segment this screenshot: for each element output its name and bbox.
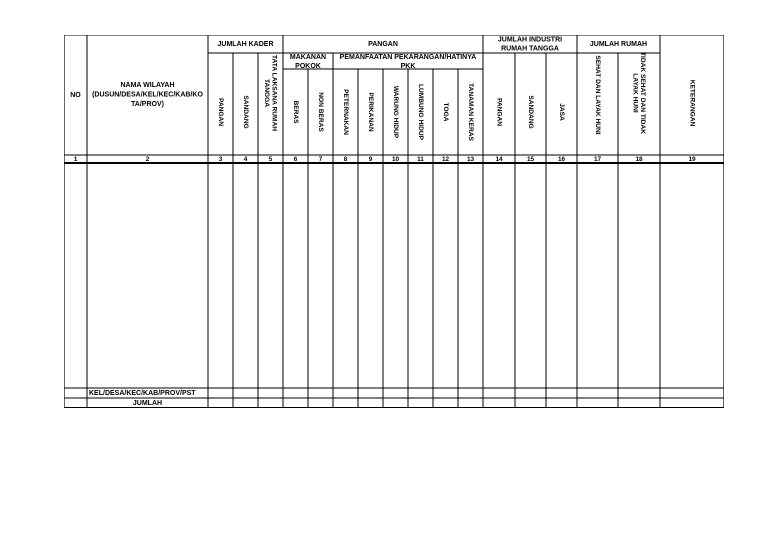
column-number: 11 [417, 156, 424, 164]
nama-wilayah-header: TA/PROV) [131, 100, 164, 108]
pemanfaatan-col-header: PETERNAKAN [341, 89, 349, 135]
form-table [64, 35, 724, 408]
pangan-header: PANGAN [368, 40, 398, 48]
column-number: 12 [441, 156, 450, 164]
pemanfaatan-col-header: TOGA [441, 102, 449, 122]
column-number: 3 [218, 156, 223, 164]
column-number: 6 [293, 156, 298, 164]
makanan-pokok-header: POKOK [295, 62, 321, 70]
column-number: 19 [688, 156, 696, 164]
column-number: 8 [343, 156, 348, 164]
column-number: 13 [466, 156, 475, 164]
column-number: 14 [495, 156, 503, 164]
beras-header: BERAS [291, 100, 299, 124]
column-number: 1 [73, 156, 78, 164]
footer-wilayah-label: KEL/DESA/KEC/KAB/PROV/PST [89, 389, 196, 397]
kader-tata-laksana-header: TATA LAKSANA RUMAH [270, 54, 278, 132]
column-number: 4 [243, 156, 248, 164]
jumlah-kader-header: JUMLAH KADER [217, 40, 274, 48]
footer-jumlah-label: JUMLAH [132, 399, 163, 407]
column-number: 9 [368, 156, 373, 164]
pemanfaatan-header: PKK [400, 62, 416, 70]
column-number: 17 [593, 156, 602, 164]
column-number: 15 [526, 156, 535, 164]
column-number: 16 [557, 156, 566, 164]
non-beras-header: NON BERAS [316, 92, 324, 132]
keterangan-header: KETERANGAN [688, 79, 696, 127]
industri-col-header: SANDANG [526, 95, 534, 129]
column-number: 18 [635, 156, 643, 164]
column-number: 5 [268, 156, 273, 164]
no-header: NO [70, 91, 81, 99]
nama-wilayah-header: NAMA WILAYAH [120, 81, 175, 89]
pemanfaatan-col-header: LUMBUNG HIDUP [416, 83, 424, 141]
sehat-layak-huni-header: SEHAT DAN LAYAK HUNI [593, 55, 601, 135]
pemanfaatan-col-header: PERIKANAN [366, 92, 374, 132]
jumlah-rumah-header: JUMLAH RUMAH [589, 40, 648, 48]
tidak-sehat-header: TIDAK SEHAT DAN TIDAK [639, 52, 646, 134]
pemanfaatan-col-header: WARUNG HIDUP [391, 85, 399, 139]
industri-header: RUMAH TANGGA [501, 45, 559, 53]
kader-pangan-header: PANGAN [216, 97, 224, 127]
pemanfaatan-header: PEMANFAATAN PEKARANGAN/HATINYA [339, 53, 477, 61]
nama-wilayah-header: (DUSUN/DESA/KEL/KEC/KAB/KO [92, 91, 203, 99]
industri-header: JUMLAH INDUSTRI [497, 36, 563, 44]
industri-col-header: PANGAN [495, 97, 503, 127]
column-number: 7 [318, 156, 323, 164]
tidak-sehat-header: LAYAK HUNI [631, 73, 639, 113]
makanan-pokok-header: MAKANAN [289, 53, 327, 61]
column-number: 10 [391, 156, 400, 164]
column-number: 2 [145, 156, 150, 164]
pemanfaatan-col-header: TANAMAN KERAS [466, 83, 474, 141]
kader-sandang-header: SANDANG [241, 95, 249, 129]
industri-col-header: JASA [557, 103, 565, 121]
kader-tata-laksana-header: TANGGA [263, 78, 270, 108]
